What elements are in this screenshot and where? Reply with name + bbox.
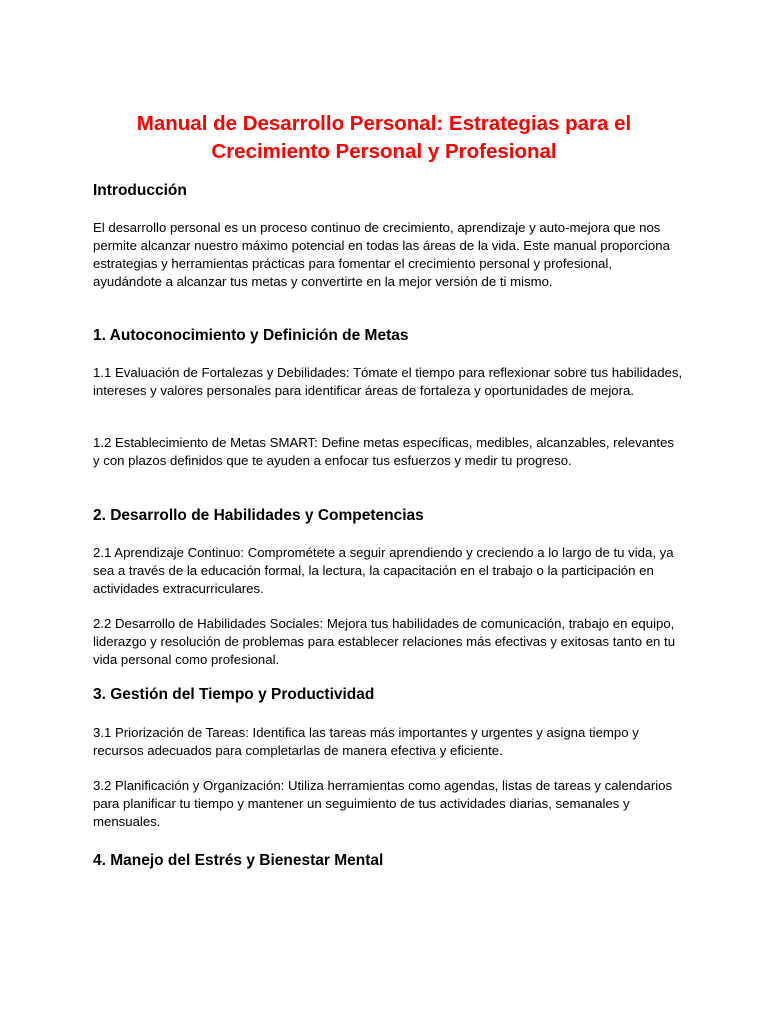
section-3-paragraph-2: 3.2 Planificación y Organización: Utiliza herramientas como agendas, listas de tareas y calendarios para planificar tu tiempo y mantener un seguimiento de tus actividades diarias, semanales y mensuales.: [93, 778, 673, 829]
section-3-paragraph-1: 3.1 Priorización de Tareas: Identifica las tareas más importantes y urgentes y asigna tiempo y recursos adecuados para completarlas de manera efectiva y eficiente.: [93, 725, 639, 758]
section-3-heading: 3. Gestión del Tiempo y Productividad: [93, 686, 375, 703]
section-1-paragraph-1: 1.1 Evaluación de Fortalezas y Debilidades: Tómate el tiempo para reflexionar sobre tus habilidades, intereses y valores personales para identificar áreas de fortaleza y oportunidades de mejora.: [93, 365, 683, 398]
section-2-heading: 2. Desarrollo de Habilidades y Competencias: [93, 507, 424, 524]
section-4-heading: 4. Manejo del Estrés y Bienestar Mental: [93, 852, 384, 869]
section-1-paragraph-2: 1.2 Establecimiento de Metas SMART: Define metas específicas, medibles, alcanzables, relevantes y con plazos definidos que te ayuden a enfocar tus esfuerzos y medir tu progreso.: [93, 435, 675, 468]
section-2-paragraph-1: 2.1 Aprendizaje Continuo: Comprométete a seguir aprendiendo y creciendo a lo largo de tu vida, ya sea a través de la educación formal, la lectura, la capacitación en el trabajo o la participación en actividades extracurriculares.: [93, 545, 674, 596]
intro-paragraph: El desarrollo personal es un proceso continuo de crecimiento, aprendizaje y auto-mejora que nos permite alcanzar nuestro máximo potencial en todas las áreas de la vida. Este manual proporciona estrategias y herramientas prácticas para fomentar el crecimiento personal y profesional, ayudándote a alcanzar tus metas y convertirte en la mejor versión de ti mismo.: [93, 220, 670, 289]
section-1-heading: 1. Autoconocimiento y Definición de Metas: [93, 327, 409, 344]
section-2-paragraph-2: 2.2 Desarrollo de Habilidades Sociales: Mejora tus habilidades de comunicación, trabajo en equipo, liderazgo y resolución de problemas para establecer relaciones más efectivas y exitosas tanto en tu vida personal como profesional.: [93, 616, 676, 667]
intro-heading: Introducción: [93, 182, 187, 199]
document-title: Manual de Desarrollo Personal: Estrategias para el Crecimiento Personal y Profesional: [136, 112, 632, 163]
